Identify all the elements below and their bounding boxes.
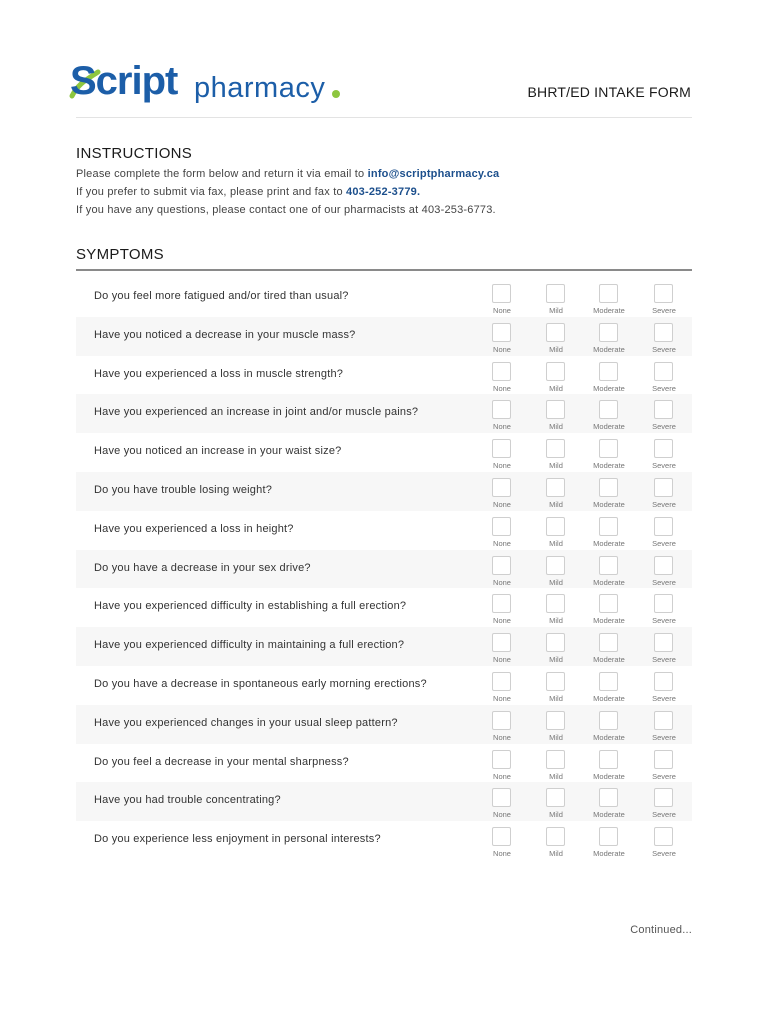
severity-checkbox-severe[interactable]	[654, 594, 673, 613]
severity-label: Moderate	[593, 693, 625, 703]
severity-label: Severe	[652, 461, 676, 471]
severity-checkbox-mild[interactable]	[546, 672, 565, 691]
severity-option-moderate	[589, 517, 629, 551]
instructions-fax-line	[76, 186, 420, 198]
severity-checkbox-none[interactable]	[492, 672, 511, 691]
severity-checkbox-severe[interactable]	[654, 633, 673, 652]
severity-checkbox-mild[interactable]	[546, 750, 565, 769]
severity-checkbox-mild[interactable]	[546, 711, 565, 730]
severity-label: Moderate	[593, 655, 625, 665]
severity-option-severe	[644, 827, 684, 861]
symptom-question: Have you noticed an increase in your waist size?	[94, 445, 342, 458]
severity-option-severe	[644, 323, 684, 357]
severity-label: Mild	[549, 538, 563, 548]
severity-option-mild	[536, 827, 576, 861]
severity-checkbox-moderate[interactable]	[599, 284, 618, 303]
severity-option-none	[482, 284, 522, 318]
severity-option-mild	[536, 400, 576, 434]
severity-option-severe	[644, 439, 684, 473]
severity-checkbox-none[interactable]	[492, 711, 511, 730]
severity-option-moderate	[589, 556, 629, 590]
severity-option-none	[482, 633, 522, 667]
severity-label: Mild	[549, 810, 563, 820]
form-title: BHRT/ED INTAKE FORM	[527, 84, 691, 100]
severity-label: Moderate	[593, 422, 625, 432]
severity-option-moderate	[589, 400, 629, 434]
severity-option-mild	[536, 478, 576, 512]
severity-checkbox-none[interactable]	[492, 284, 511, 303]
severity-checkbox-moderate[interactable]	[599, 711, 618, 730]
severity-option-severe	[644, 750, 684, 784]
severity-option-none	[482, 478, 522, 512]
severity-option-none	[482, 323, 522, 357]
severity-label: Mild	[549, 344, 563, 354]
severity-checkbox-moderate[interactable]	[599, 323, 618, 342]
symptoms-heading: SYMPTOMS	[76, 246, 164, 263]
severity-checkbox-mild[interactable]	[546, 827, 565, 846]
severity-label: None	[493, 771, 511, 781]
severity-checkbox-none[interactable]	[492, 323, 511, 342]
severity-option-moderate	[589, 633, 629, 667]
severity-option-none	[482, 788, 522, 822]
symptom-row	[76, 588, 692, 627]
severity-label: Mild	[549, 732, 563, 742]
severity-option-moderate	[589, 362, 629, 396]
symptom-row	[76, 356, 692, 395]
severity-label: None	[493, 732, 511, 742]
severity-label: Severe	[652, 344, 676, 354]
symptoms-list	[76, 278, 692, 860]
severity-checkbox-moderate[interactable]	[599, 827, 618, 846]
severity-label: Mild	[549, 771, 563, 781]
severity-label: None	[493, 655, 511, 665]
symptoms-divider	[76, 269, 692, 271]
severity-label: Moderate	[593, 499, 625, 509]
severity-checkbox-moderate[interactable]	[599, 400, 618, 419]
severity-option-severe	[644, 556, 684, 590]
symptom-question: Have you experienced difficulty in maintaining a full erection?	[94, 639, 405, 652]
severity-checkbox-moderate[interactable]	[599, 788, 618, 807]
severity-option-none	[482, 400, 522, 434]
severity-checkbox-severe[interactable]	[654, 478, 673, 497]
severity-label: Moderate	[593, 616, 625, 626]
symptom-question: Do you feel a decrease in your mental sharpness?	[94, 755, 349, 768]
symptom-row	[76, 433, 692, 472]
symptom-row	[76, 627, 692, 666]
severity-checkbox-mild[interactable]	[546, 556, 565, 575]
symptom-question: Do you have a decrease in your sex drive?	[94, 561, 311, 574]
severity-option-none	[482, 672, 522, 706]
severity-checkbox-moderate[interactable]	[599, 594, 618, 613]
severity-checkbox-severe[interactable]	[654, 439, 673, 458]
severity-label: None	[493, 422, 511, 432]
severity-label: Moderate	[593, 306, 625, 315]
severity-option-moderate	[589, 594, 629, 628]
severity-label: Severe	[652, 383, 676, 393]
severity-label: Moderate	[593, 461, 625, 471]
severity-label: Moderate	[593, 344, 625, 354]
severity-checkbox-mild[interactable]	[546, 439, 565, 458]
fax-number: 403-252-3779.	[346, 186, 421, 198]
severity-option-moderate	[589, 323, 629, 357]
severity-checkbox-none[interactable]	[492, 750, 511, 769]
symptom-row	[76, 278, 692, 317]
severity-option-mild	[536, 633, 576, 667]
logo-dot	[332, 90, 340, 98]
symptom-row	[76, 705, 692, 744]
severity-checkbox-none[interactable]	[492, 362, 511, 381]
instructions-heading: INSTRUCTIONS	[76, 145, 193, 162]
severity-option-moderate	[589, 788, 629, 822]
severity-label: Severe	[652, 499, 676, 509]
symptom-row	[76, 821, 692, 860]
severity-label: Severe	[652, 306, 676, 315]
severity-label: Mild	[549, 655, 563, 665]
severity-label: Mild	[549, 577, 563, 587]
severity-checkbox-none[interactable]	[492, 594, 511, 613]
severity-option-severe	[644, 362, 684, 396]
severity-checkbox-none[interactable]	[492, 439, 511, 458]
severity-checkbox-severe[interactable]	[654, 750, 673, 769]
severity-option-mild	[536, 711, 576, 745]
severity-checkbox-none[interactable]	[492, 788, 511, 807]
instructions-email-line	[76, 168, 499, 180]
severity-option-mild	[536, 323, 576, 357]
severity-option-moderate	[589, 439, 629, 473]
severity-label: None	[493, 538, 511, 548]
severity-option-mild	[536, 594, 576, 628]
severity-option-moderate	[589, 672, 629, 706]
symptom-question: Have you experienced difficulty in establishing a full erection?	[94, 600, 407, 613]
severity-option-severe	[644, 594, 684, 628]
severity-label: Mild	[549, 422, 563, 432]
header-divider	[76, 117, 692, 118]
symptom-row	[76, 317, 692, 356]
severity-checkbox-severe[interactable]	[654, 323, 673, 342]
severity-checkbox-moderate[interactable]	[599, 672, 618, 691]
severity-label: Mild	[549, 616, 563, 626]
severity-checkbox-mild[interactable]	[546, 478, 565, 497]
symptom-question: Have you experienced changes in your usual sleep pattern?	[94, 716, 398, 729]
severity-checkbox-severe[interactable]	[654, 400, 673, 419]
severity-checkbox-moderate[interactable]	[599, 362, 618, 381]
symptom-question: Do you have a decrease in spontaneous early morning erections?	[94, 677, 427, 690]
severity-option-moderate	[589, 711, 629, 745]
symptom-question: Have you noticed a decrease in your muscle mass?	[94, 328, 356, 341]
severity-label: None	[493, 383, 511, 393]
severity-checkbox-mild[interactable]	[546, 400, 565, 419]
severity-label: Severe	[652, 771, 676, 781]
severity-option-severe	[644, 400, 684, 434]
symptom-row	[76, 744, 692, 783]
severity-label: None	[493, 849, 511, 859]
severity-label: Moderate	[593, 538, 625, 548]
instructions-fax-prefix: If you prefer to submit via fax, please print and fax to	[76, 186, 347, 198]
symptom-row	[76, 666, 692, 705]
symptom-question: Have you experienced a loss in height?	[94, 522, 294, 535]
severity-label: Severe	[652, 538, 676, 548]
severity-label: Moderate	[593, 810, 625, 820]
severity-option-none	[482, 517, 522, 551]
severity-label: Severe	[652, 732, 676, 742]
severity-checkbox-mild[interactable]	[546, 788, 565, 807]
severity-option-mild	[536, 517, 576, 551]
symptom-question: Do you experience less enjoyment in personal interests?	[94, 833, 381, 846]
severity-label: Severe	[652, 655, 676, 665]
severity-option-severe	[644, 517, 684, 551]
severity-checkbox-severe[interactable]	[654, 788, 673, 807]
symptom-question: Have you experienced an increase in joint and/or muscle pains?	[94, 406, 419, 419]
severity-label: Mild	[549, 383, 563, 393]
severity-label: Moderate	[593, 849, 625, 859]
severity-checkbox-moderate[interactable]	[599, 439, 618, 458]
logo-pharmacy-text: pharmacy	[194, 72, 326, 104]
severity-checkbox-none[interactable]	[492, 633, 511, 652]
severity-label: Mild	[549, 849, 563, 859]
severity-option-severe	[644, 711, 684, 745]
severity-option-severe	[644, 788, 684, 822]
severity-checkbox-moderate[interactable]	[599, 556, 618, 575]
severity-checkbox-mild[interactable]	[546, 633, 565, 652]
severity-option-mild	[536, 788, 576, 822]
severity-checkbox-moderate[interactable]	[599, 517, 618, 536]
severity-label: None	[493, 693, 511, 703]
severity-option-mild	[536, 362, 576, 396]
severity-checkbox-severe[interactable]	[654, 711, 673, 730]
instructions-email-prefix: Please complete the form below and return it via email to	[76, 168, 368, 180]
severity-checkbox-mild[interactable]	[546, 362, 565, 381]
severity-option-none	[482, 711, 522, 745]
severity-label: None	[493, 577, 511, 587]
severity-checkbox-none[interactable]	[492, 827, 511, 846]
severity-option-mild	[536, 439, 576, 473]
severity-label: Severe	[652, 422, 676, 432]
severity-option-severe	[644, 478, 684, 512]
severity-label: None	[493, 810, 511, 820]
severity-option-none	[482, 594, 522, 628]
severity-label: Mild	[549, 461, 563, 471]
severity-option-none	[482, 750, 522, 784]
severity-checkbox-moderate[interactable]	[599, 478, 618, 497]
logo-script-text: Script	[70, 59, 178, 103]
severity-checkbox-mild[interactable]	[546, 323, 565, 342]
severity-option-none	[482, 439, 522, 473]
severity-option-mild	[536, 556, 576, 590]
symptom-row	[76, 511, 692, 550]
symptom-row	[76, 394, 692, 433]
severity-checkbox-severe[interactable]	[654, 362, 673, 381]
severity-checkbox-severe[interactable]	[654, 284, 673, 303]
severity-checkbox-none[interactable]	[492, 517, 511, 536]
severity-label: None	[493, 616, 511, 626]
severity-checkbox-mild[interactable]	[546, 594, 565, 613]
severity-label: Severe	[652, 693, 676, 703]
severity-label: Severe	[652, 810, 676, 820]
severity-label: Moderate	[593, 732, 625, 742]
severity-checkbox-severe[interactable]	[654, 827, 673, 846]
severity-label: Severe	[652, 849, 676, 859]
severity-option-mild	[536, 672, 576, 706]
severity-label: Mild	[549, 693, 563, 703]
severity-checkbox-severe[interactable]	[654, 517, 673, 536]
severity-option-none	[482, 556, 522, 590]
severity-label: Mild	[549, 499, 563, 509]
severity-option-mild	[536, 284, 576, 318]
severity-checkbox-moderate[interactable]	[599, 750, 618, 769]
severity-label: None	[493, 461, 511, 471]
severity-label: Moderate	[593, 383, 625, 393]
severity-option-moderate	[589, 284, 629, 318]
symptom-row	[76, 782, 692, 821]
severity-option-none	[482, 827, 522, 861]
severity-option-severe	[644, 284, 684, 318]
severity-label: Severe	[652, 577, 676, 587]
severity-checkbox-none[interactable]	[492, 556, 511, 575]
severity-label: None	[493, 344, 511, 354]
severity-option-severe	[644, 633, 684, 667]
severity-label: Severe	[652, 616, 676, 626]
severity-checkbox-moderate[interactable]	[599, 633, 618, 652]
symptom-question: Do you have trouble losing weight?	[94, 483, 273, 496]
symptom-row	[76, 550, 692, 589]
script-pharmacy-logo	[68, 56, 358, 106]
severity-label: Moderate	[593, 577, 625, 587]
severity-option-moderate	[589, 750, 629, 784]
severity-checkbox-none[interactable]	[492, 478, 511, 497]
symptom-row	[76, 472, 692, 511]
severity-label: Moderate	[593, 771, 625, 781]
severity-option-moderate	[589, 478, 629, 512]
severity-option-mild	[536, 750, 576, 784]
severity-checkbox-none[interactable]	[492, 400, 511, 419]
severity-checkbox-severe[interactable]	[654, 672, 673, 691]
severity-label: None	[493, 499, 511, 509]
severity-option-none	[482, 362, 522, 396]
severity-checkbox-mild[interactable]	[546, 517, 565, 536]
continued-note: Continued...	[630, 924, 692, 936]
severity-label: None	[493, 306, 511, 315]
email-link[interactable]: info@scriptpharmacy.ca	[367, 168, 500, 180]
instructions-contact-line: If you have any questions, please contact one of our pharmacists at 403-253-6773.	[76, 204, 496, 216]
symptom-question: Have you had trouble concentrating?	[94, 794, 281, 807]
severity-option-moderate	[589, 827, 629, 861]
symptom-question: Have you experienced a loss in muscle strength?	[94, 367, 344, 380]
severity-option-severe	[644, 672, 684, 706]
severity-checkbox-mild[interactable]	[546, 284, 565, 303]
symptom-question: Do you feel more fatigued and/or tired than usual?	[94, 290, 349, 302]
severity-label: Mild	[549, 306, 563, 315]
severity-checkbox-severe[interactable]	[654, 556, 673, 575]
